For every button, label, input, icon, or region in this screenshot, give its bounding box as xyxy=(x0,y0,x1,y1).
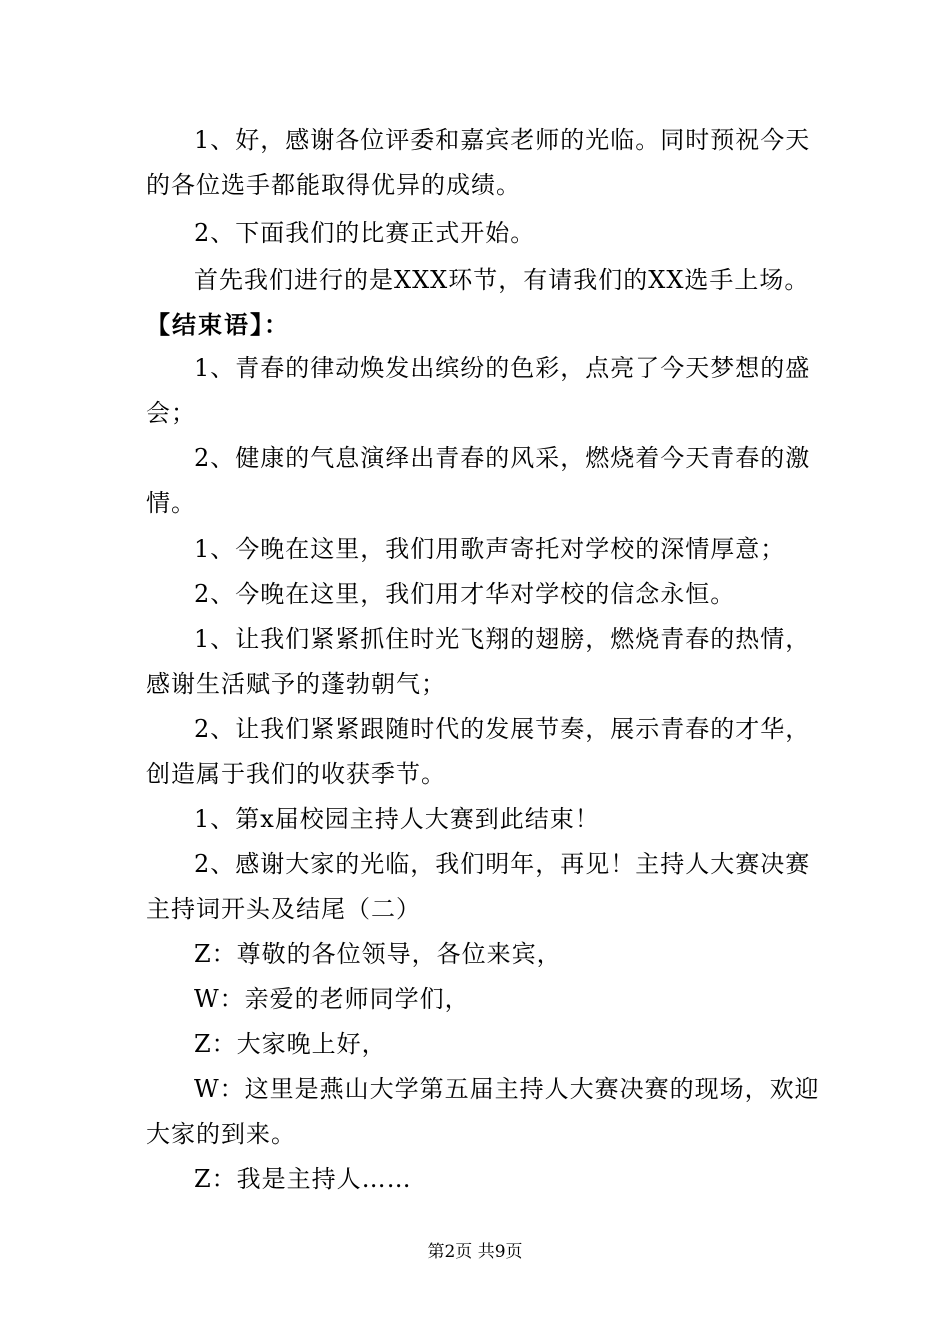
paragraph-closing-5: 1、让我们紧紧抓住时光飞翔的翅膀，燃烧青春的热情，感谢生活赋予的蓬勃朝气； xyxy=(146,625,811,698)
section-heading-closing: 【结束语】： xyxy=(146,310,290,339)
paragraph-competition-start: 2、下面我们的比赛正式开始。 xyxy=(194,219,536,247)
page-number-footer: 第2页 共9页 xyxy=(427,1242,523,1262)
dialogue-line-w2: W：这里是燕山大学第五届主持人大赛决赛的现场，欢迎大家的到来。 xyxy=(146,1075,820,1148)
dialogue-line-z3: Z：我是主持人…… xyxy=(194,1165,412,1193)
paragraph-first-segment: 首先我们进行的是XXX环节，有请我们的XX选手上场。 xyxy=(194,266,810,294)
paragraph-closing-2: 2、健康的气息演绎出青春的风采，燃烧着今天青春的激情。 xyxy=(146,444,811,517)
paragraph-closing-4: 2、今晚在这里，我们用才华对学校的信念永恒。 xyxy=(194,580,736,608)
paragraph-closing-3: 1、今晚在这里，我们用歌声寄托对学校的深情厚意； xyxy=(194,535,786,563)
paragraph-closing-6: 2、让我们紧紧跟随时代的发展节奏，展示青春的才华，创造属于我们的收获季节。 xyxy=(146,715,811,788)
paragraph-thanks-judges: 1、好，感谢各位评委和嘉宾老师的光临。同时预祝今天的各位选手都能取得优异的成绩。 xyxy=(146,126,811,199)
dialogue-line-w1: W：亲爱的老师同学们， xyxy=(194,985,470,1013)
dialogue-line-z2: Z：大家晚上好， xyxy=(194,1030,387,1058)
dialogue-line-z1: Z：尊敬的各位领导，各位来宾， xyxy=(194,940,562,968)
paragraph-closing-7: 1、第x届校园主持人大赛到此结束！ xyxy=(194,805,600,833)
paragraph-closing-1: 1、青春的律动焕发出缤纷的色彩，点亮了今天梦想的盛会； xyxy=(146,354,811,427)
paragraph-closing-8: 2、感谢大家的光临，我们明年，再见！主持人大赛决赛主持词开头及结尾（二） xyxy=(146,850,811,923)
